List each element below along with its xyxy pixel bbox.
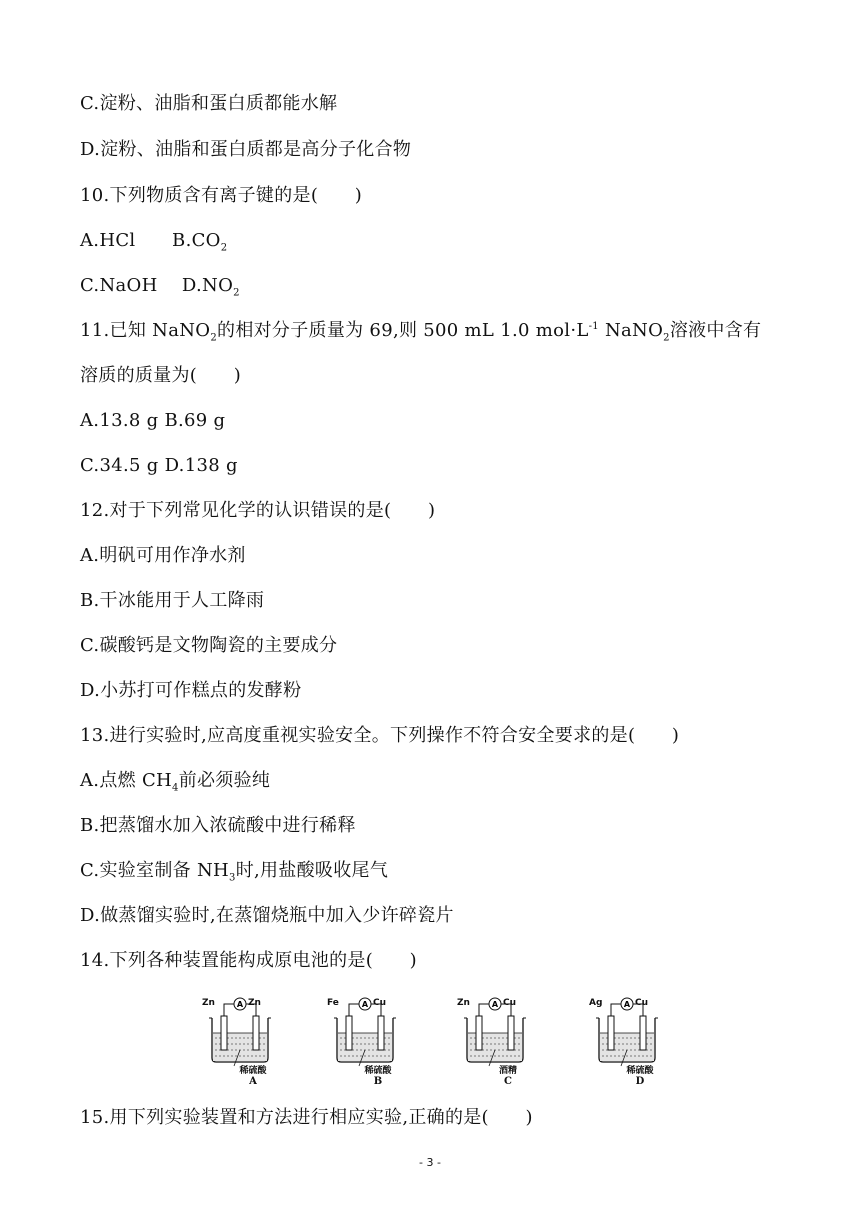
wire bbox=[479, 1004, 489, 1016]
text-run: 13.进行实验时,应高度重视实验安全。下列操作不符合安全要求的是( ) bbox=[80, 725, 680, 746]
formula-index: 4 bbox=[172, 782, 179, 794]
ammeter-symbol: A bbox=[623, 1000, 631, 1009]
text-run: 溶质的质量为( ) bbox=[80, 365, 242, 386]
text-line bbox=[80, 589, 264, 613]
text-run: A.HCl B.CO bbox=[80, 230, 221, 251]
wire bbox=[349, 1004, 359, 1016]
text-run: B.干冰能用于人工降雨 bbox=[80, 590, 265, 611]
right-electrode-label: Cu bbox=[503, 998, 517, 1008]
text-line bbox=[80, 319, 761, 343]
wire bbox=[224, 1004, 234, 1016]
formula-index: -1 bbox=[588, 321, 599, 332]
formula-index: 3 bbox=[229, 872, 236, 884]
cell-diagram-c bbox=[453, 988, 563, 1088]
right-electrode bbox=[253, 1016, 259, 1050]
text-run: D.淀粉、油脂和蛋白质都是高分子化合物 bbox=[80, 139, 412, 160]
left-electrode-label: Fe bbox=[327, 998, 339, 1008]
formula-index: 2 bbox=[233, 287, 240, 299]
text-line bbox=[80, 409, 225, 433]
left-electrode bbox=[221, 1016, 227, 1050]
right-electrode-label: Zn bbox=[248, 998, 261, 1008]
text-run: C.NaOH D.NO bbox=[80, 275, 234, 296]
text-run: C.碳酸钙是文物陶瓷的主要成分 bbox=[80, 635, 338, 656]
option-label: C bbox=[504, 1076, 512, 1087]
text-line bbox=[80, 454, 238, 478]
left-electrode bbox=[346, 1016, 352, 1050]
wire bbox=[611, 1004, 621, 1016]
option-label: A bbox=[249, 1076, 257, 1087]
text-run: 15.用下列实验装置和方法进行相应实验,正确的是( ) bbox=[80, 1107, 533, 1128]
text-line bbox=[80, 229, 227, 253]
text-run: 的相对分子质量为 69,则 500 mL 1.0 mol·L bbox=[217, 320, 589, 341]
left-electrode-label: Ag bbox=[589, 998, 603, 1008]
left-electrode bbox=[608, 1016, 614, 1050]
page-number: - 3 - bbox=[419, 1156, 441, 1169]
text-run: D.做蒸馏实验时,在蒸馏烧瓶中加入少许碎瓷片 bbox=[80, 905, 454, 926]
ammeter-symbol: A bbox=[236, 1000, 244, 1009]
ammeter-symbol: A bbox=[361, 1000, 369, 1009]
text-run: A.明矾可用作净水剂 bbox=[80, 545, 246, 566]
text-run: 10.下列物质含有离子键的是( ) bbox=[80, 185, 363, 206]
solution-label: 稀硫酸 bbox=[364, 1066, 392, 1076]
text-line bbox=[80, 634, 337, 658]
text-line bbox=[80, 138, 411, 162]
text-line bbox=[80, 364, 241, 388]
right-electrode bbox=[378, 1016, 384, 1050]
formula-index: 2 bbox=[210, 332, 218, 344]
text-run: C.淀粉、油脂和蛋白质都能水解 bbox=[80, 93, 338, 114]
solution-label: 稀硫酸 bbox=[239, 1066, 267, 1076]
option-label: D bbox=[635, 1076, 645, 1087]
right-electrode bbox=[508, 1016, 514, 1050]
text-line bbox=[80, 904, 454, 928]
text-line bbox=[80, 499, 435, 523]
text-run: D.小苏打可作糕点的发酵粉 bbox=[80, 680, 302, 701]
text-run: 12.对于下列常见化学的认识错误的是( ) bbox=[80, 500, 436, 521]
text-run: 11.已知 NaNO bbox=[80, 320, 211, 341]
option-label: B bbox=[373, 1076, 383, 1087]
text-line bbox=[80, 184, 362, 208]
left-electrode-label: Zn bbox=[202, 998, 215, 1008]
text-run: 溶液中含有 bbox=[669, 320, 762, 341]
text-line bbox=[80, 814, 356, 838]
cell-diagram-b bbox=[323, 988, 433, 1088]
text-run: NaNO bbox=[598, 320, 664, 341]
text-line bbox=[80, 769, 270, 793]
right-electrode bbox=[640, 1016, 646, 1050]
text-run: B.把蒸馏水加入浓硫酸中进行稀释 bbox=[80, 815, 356, 836]
text-run: 14.下列各种装置能构成原电池的是( ) bbox=[80, 950, 417, 971]
text-line bbox=[80, 544, 246, 568]
text-line bbox=[80, 274, 240, 298]
ammeter-symbol: A bbox=[491, 1000, 499, 1009]
text-run: C.34.5 g D.138 g bbox=[80, 455, 238, 476]
text-run: 前必须验纯 bbox=[178, 770, 271, 791]
right-electrode-label: Cu bbox=[635, 998, 649, 1008]
formula-index: 2 bbox=[663, 332, 670, 344]
text-line bbox=[80, 724, 679, 748]
text-run: C.实验室制备 NH bbox=[80, 860, 230, 881]
left-electrode bbox=[476, 1016, 482, 1050]
solution-label: 酒精 bbox=[498, 1066, 517, 1076]
text-run: A.点燃 CH bbox=[80, 770, 173, 791]
left-electrode-label: Zn bbox=[457, 998, 470, 1008]
formula-index: 2 bbox=[220, 242, 228, 254]
solution-label: 稀硫酸 bbox=[626, 1066, 654, 1076]
text-line bbox=[80, 949, 417, 973]
cell-diagram-a bbox=[198, 988, 308, 1088]
cell-diagram-d bbox=[585, 988, 695, 1088]
right-electrode-label: Cu bbox=[373, 998, 387, 1008]
text-run: A.13.8 g B.69 g bbox=[80, 410, 226, 431]
text-line bbox=[80, 92, 337, 116]
text-line bbox=[80, 859, 388, 883]
text-line bbox=[80, 1106, 533, 1130]
text-line bbox=[80, 679, 301, 703]
text-run: 时,用盐酸吸收尾气 bbox=[235, 860, 389, 881]
